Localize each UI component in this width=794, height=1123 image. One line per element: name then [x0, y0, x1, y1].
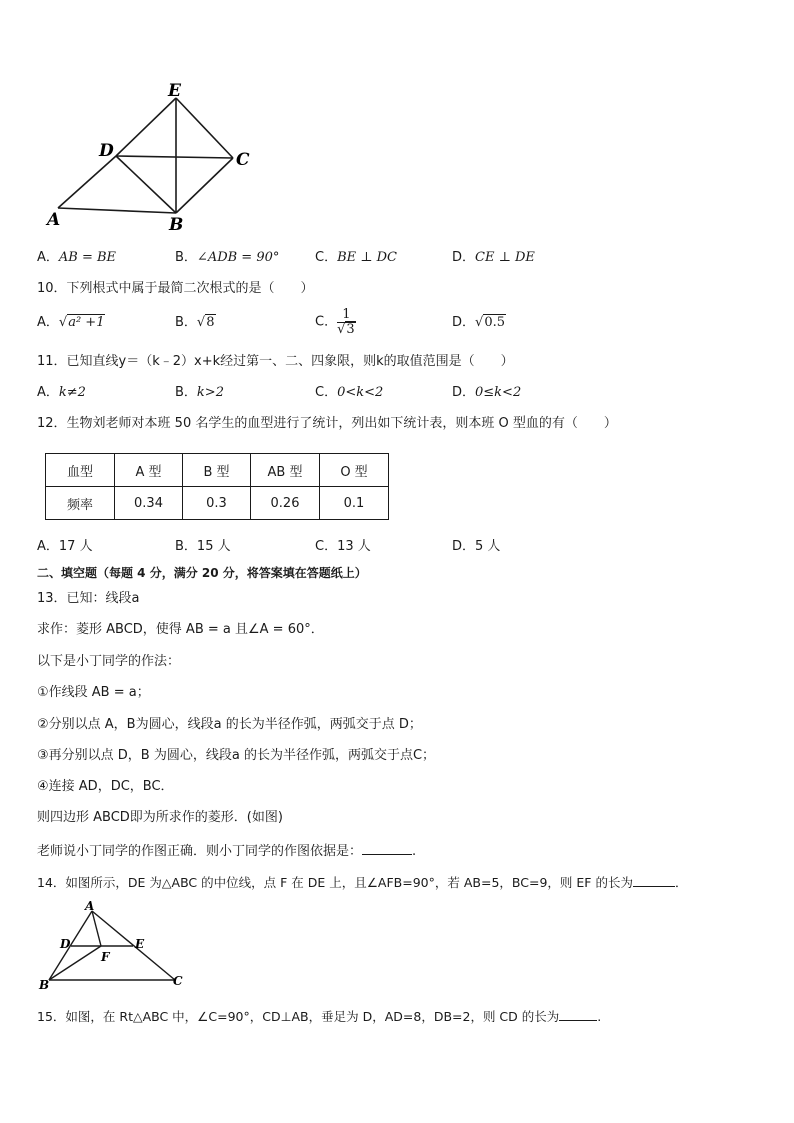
tri-label-A: A: [85, 900, 95, 913]
q10-option-a[interactable]: A．√a² +1: [37, 315, 105, 330]
q10-option-d[interactable]: D．√0.5: [452, 315, 505, 330]
q11-option-d[interactable]: D．0≤k<2: [452, 385, 522, 400]
q14-stem: 14．如图所示，DE 为△ABC 的中位线，点 F 在 DE 上，且∠AFB=90°，若 AB=5，BC=9，则 EF 的长为 ．: [37, 872, 687, 892]
table-header-row: [46, 454, 389, 487]
q12-option-c[interactable]: C．13 人: [315, 539, 371, 554]
q12-option-d[interactable]: D．5 人: [452, 539, 501, 554]
q9-option-b[interactable]: B．∠ADB = 90°: [175, 250, 280, 265]
q13-line-3: 以下是小丁同学的作法：: [37, 654, 181, 669]
label-A: A: [47, 210, 61, 230]
q13-line-1: 13．已知：线段a: [37, 591, 140, 606]
q11-option-a[interactable]: A．k≠2: [37, 385, 86, 400]
table-cell: 血型: [46, 454, 115, 487]
q13-line-7: ④连接 AD，DC，BC．: [37, 779, 174, 794]
q10-option-c[interactable]: C． $\frac{1}{√3}$: [315, 307, 355, 337]
label-E: E: [168, 81, 181, 101]
figure-triangle: [35, 900, 195, 992]
q9-option-c[interactable]: C．BE ⊥ DC: [315, 250, 397, 265]
tri-label-F: F: [101, 950, 110, 964]
table-cell: AB 型: [251, 454, 320, 487]
q12-option-b[interactable]: B．15 人: [175, 539, 231, 554]
figure-quadrilateral: [40, 80, 260, 240]
q12-stem: 12．生物刘老师对本班 50 名学生的血型进行了统计，列出如下统计表，则本班 O 型血的有（ ）: [37, 416, 617, 431]
section-title: 二、填空题（每题 4 分，满分 20 分，将答案填在答题纸上）: [37, 566, 367, 580]
q15-stem: 15．如图，在 Rt△ABC 中，∠C=90°，CD⊥AB，垂足为 D，AD=8，DB=2，则 CD 的长为 .: [37, 1006, 601, 1026]
q13-line-5: ②分别以点 A，B为圆心，线段a 的长为半径作弧，两弧交于点 D；: [37, 717, 422, 732]
q12-option-a[interactable]: A．17 人: [37, 539, 93, 554]
q11-stem: 11．已知直线y＝（k﹣2）x+k经过第一、二、四象限，则k的取值范围是（ ）: [37, 354, 514, 369]
tri-label-C: C: [173, 974, 183, 988]
table-row: [46, 487, 389, 520]
q13-line-4: ①作线段 AB = a；: [37, 685, 150, 700]
blood-type-table: [45, 453, 389, 520]
table-cell: A 型: [115, 454, 183, 487]
table-cell: 频率: [46, 487, 115, 520]
answer-blank[interactable]: [633, 872, 675, 887]
q13-line-2: 求作：菱形 ABCD，使得 AB = a 且∠A = 60°．: [37, 622, 324, 637]
q9-option-d[interactable]: D．CE ⊥ DE: [452, 250, 535, 265]
label-D: D: [99, 141, 114, 161]
table-cell: O 型: [320, 454, 389, 487]
table-cell: B 型: [183, 454, 251, 487]
answer-blank[interactable]: [559, 1006, 597, 1021]
table-cell: 0.3: [183, 487, 251, 520]
table-cell: 0.26: [251, 487, 320, 520]
tri-label-E: E: [135, 937, 145, 951]
q10-stem: 10．下列根式中属于最简二次根式的是（ ）: [37, 281, 314, 296]
q13-line-8: 则四边形 ABCD即为所求作的菱形．(如图): [37, 810, 283, 825]
table-cell: 0.1: [320, 487, 389, 520]
q13-line-9: 老师说小丁同学的作图正确．则小丁同学的作图依据是： .: [37, 840, 416, 861]
tri-label-B: B: [39, 978, 50, 992]
q13-line-6: ③再分别以点 D，B 为圆心，线段a 的长为半径作弧，两弧交于点C；: [37, 748, 436, 763]
q9-option-a[interactable]: A．AB = BE: [37, 250, 117, 265]
q11-option-c[interactable]: C．0<k<2: [315, 385, 384, 400]
tri-label-D: D: [60, 937, 71, 951]
label-C: C: [236, 150, 250, 170]
q11-option-b[interactable]: B．k>2: [175, 385, 224, 400]
answer-blank[interactable]: [362, 840, 412, 855]
q10-option-b[interactable]: B．√8: [175, 315, 215, 330]
table-cell: 0.34: [115, 487, 183, 520]
label-B: B: [169, 215, 184, 235]
